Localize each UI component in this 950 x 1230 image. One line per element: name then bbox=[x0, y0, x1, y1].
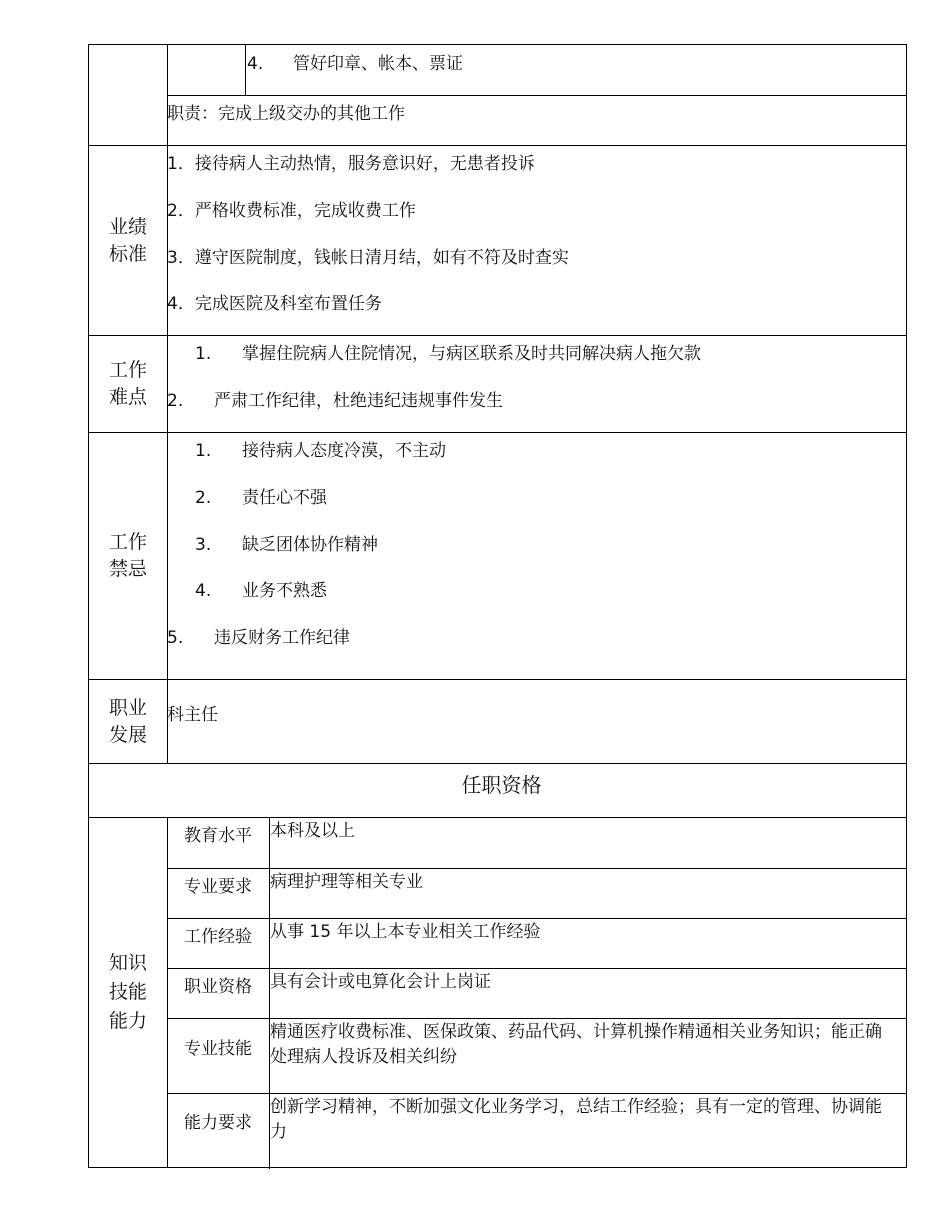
duty-item-4-spacer bbox=[167, 45, 246, 95]
qualifications-content bbox=[167, 818, 906, 1167]
duties-row bbox=[88, 44, 907, 145]
taboo-item-1-number: 1. bbox=[195, 441, 212, 461]
difficulties-row bbox=[88, 335, 907, 432]
taboo-item-4-text: 业务不熟悉 bbox=[242, 581, 327, 601]
taboo-item-4-number: 4. bbox=[195, 581, 212, 601]
performance-label bbox=[89, 146, 168, 335]
duty-item-4-text: 管好印章、帐本、票证 bbox=[293, 54, 463, 74]
qualification-name: 工作经验 bbox=[167, 919, 270, 968]
taboos-label-line2: 禁忌 bbox=[108, 558, 147, 580]
taboo-item-5-number: 5. bbox=[167, 628, 184, 648]
taboo-item-3-number: 3. bbox=[195, 535, 212, 555]
qualification-name: 教育水平 bbox=[167, 818, 270, 868]
difficulty-item-2-number: 2. bbox=[167, 391, 184, 411]
career-label-line1: 职业 bbox=[108, 696, 147, 719]
qualifications-row bbox=[88, 817, 907, 1168]
performance-item-1: 1．接待病人主动热情，服务意识好，无患者投诉 bbox=[167, 154, 535, 174]
qualifications-label-line1: 知识 bbox=[108, 952, 147, 974]
difficulty-item-2-text: 严肃工作纪律，杜绝违纪违规事件发生 bbox=[214, 391, 503, 411]
taboo-item-3 bbox=[195, 530, 378, 555]
career-content bbox=[167, 680, 906, 763]
qualification-value: 具有会计或电算化会计上岗证 bbox=[270, 972, 491, 992]
qualification-name: 专业技能 bbox=[167, 1019, 270, 1093]
difficulties-label-line1: 工作 bbox=[108, 359, 147, 381]
performance-label-line1: 业绩 bbox=[108, 215, 147, 238]
qualification-row-experience bbox=[167, 919, 906, 969]
taboos-content bbox=[167, 433, 906, 679]
duty-item-4 bbox=[247, 49, 463, 74]
qualification-name: 专业要求 bbox=[167, 869, 270, 918]
qualifications-label bbox=[89, 818, 168, 1167]
qualification-name: 能力要求 bbox=[167, 1094, 270, 1169]
qualification-row-major bbox=[167, 869, 906, 919]
qualification-row-abilities bbox=[167, 1094, 906, 1169]
qualifications-label-line2: 技能 bbox=[108, 981, 147, 1003]
other-duty-text: 职责：完成上级交办的其他工作 bbox=[167, 104, 405, 124]
performance-label-line2: 标准 bbox=[108, 242, 147, 265]
taboo-item-4 bbox=[195, 576, 327, 601]
performance-content bbox=[167, 146, 906, 335]
qualification-name: 职业资格 bbox=[167, 969, 270, 1018]
qualification-header-row bbox=[88, 763, 907, 817]
qualification-value: 从事 15 年以上本专业相关工作经验 bbox=[270, 922, 541, 942]
qualification-value: 创新学习精神，不断加强文化业务学习，总结工作经验；具有一定的管理、协调能力 bbox=[270, 1097, 882, 1142]
taboos-label bbox=[89, 433, 168, 679]
taboo-item-5-text: 违反财务工作纪律 bbox=[214, 628, 350, 648]
performance-item-3: 3．遵守医院制度，钱帐日清月结，如有不符及时查实 bbox=[167, 248, 569, 268]
career-label bbox=[89, 680, 168, 763]
qualification-row-certificate bbox=[167, 969, 906, 1019]
taboo-item-2 bbox=[195, 483, 327, 508]
qualification-row-education bbox=[167, 818, 906, 869]
duties-content bbox=[167, 45, 906, 145]
career-path-text: 科主任 bbox=[167, 705, 218, 725]
job-description-table bbox=[88, 44, 907, 1168]
taboos-label-line1: 工作 bbox=[108, 531, 147, 553]
duty-item-4-number: 4. bbox=[247, 54, 264, 74]
career-row bbox=[88, 679, 907, 763]
difficulties-label bbox=[89, 336, 168, 432]
qualification-row-skills bbox=[167, 1019, 906, 1094]
difficulty-item-1 bbox=[195, 339, 701, 364]
performance-item-2: 2．严格收费标准，完成收费工作 bbox=[167, 201, 416, 221]
qualification-header: 任职资格 bbox=[461, 773, 542, 797]
difficulty-item-1-number: 1. bbox=[195, 344, 212, 364]
taboo-item-1 bbox=[195, 436, 446, 461]
difficulties-content bbox=[167, 336, 906, 432]
duty-item-4-row bbox=[167, 45, 906, 96]
qualification-value: 精通医疗收费标准、医保政策、药品代码、计算机操作精通相关业务知识；能正确处理病人投诉及相关纠纷 bbox=[270, 1022, 882, 1067]
qualification-value: 本科及以上 bbox=[270, 821, 355, 841]
qualifications-label-line3: 能力 bbox=[108, 1010, 147, 1032]
qualification-value: 病理护理等相关专业 bbox=[270, 872, 423, 892]
taboo-item-3-text: 缺乏团体协作精神 bbox=[242, 535, 378, 555]
taboo-item-2-number: 2. bbox=[195, 488, 212, 508]
career-label-line2: 发展 bbox=[108, 723, 147, 746]
taboo-item-1-text: 接待病人态度冷漠，不主动 bbox=[242, 441, 446, 461]
performance-row bbox=[88, 145, 907, 335]
taboo-item-2-text: 责任心不强 bbox=[242, 488, 327, 508]
taboo-item-5 bbox=[167, 623, 350, 648]
taboos-row bbox=[88, 432, 907, 679]
duties-label-cell bbox=[89, 45, 168, 145]
difficulties-label-line2: 难点 bbox=[108, 386, 147, 408]
performance-item-4: 4．完成医院及科室布置任务 bbox=[167, 294, 382, 314]
difficulty-item-1-text: 掌握住院病人住院情况，与病区联系及时共同解决病人拖欠款 bbox=[242, 344, 701, 364]
difficulty-item-2 bbox=[167, 386, 503, 411]
